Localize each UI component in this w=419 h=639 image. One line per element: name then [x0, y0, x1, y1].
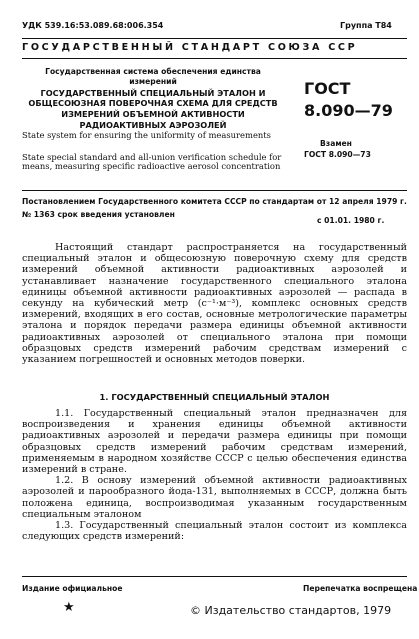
gost-number: 8.090—79 — [304, 101, 393, 120]
english-title-1: State system for ensuring the uniformity of measurements — [22, 130, 271, 140]
title-rule — [22, 58, 407, 59]
paragraph-1-2: 1.2. В основу измерений объемной активности радиоактивных аэрозолей и парообразного йода-131, выполняемых в СССР, должна быть положена единица, воспроизводимая указанным государственным специальным эталоном — [22, 475, 407, 520]
section-body — [22, 408, 407, 542]
system-title: Государственная система обеспечения единства измерений — [45, 67, 261, 87]
paragraph-1-3: 1.3. Государственный специальный эталон состоит из комплекса следующих средств измерений: — [22, 520, 407, 543]
official-edition: Издание официальное — [22, 584, 123, 593]
replaced-label: Взамен — [320, 139, 352, 148]
copyright: © Издательство стандартов, 1979 — [190, 604, 392, 617]
star-icon: ★ — [63, 600, 75, 615]
group-code: Группа Т84 — [340, 21, 392, 30]
paragraph-1-1: 1.1. Государственный специальный эталон предназначен для воспроизведения и хранения единицы объемной активности радиоактивных аэрозолей и передачи размера единицы при помощи образцовых средств измерений рабочим средствам измерений, применяемым в народном хозяйстве СССР с целью обеспечения единства измерений в стране. — [22, 408, 407, 476]
standard-title: ГОСУДАРСТВЕННЫЙ СТАНДАРТ СОЮЗА ССР — [22, 42, 358, 53]
reprint-prohibited: Перепечатка воспрещена — [303, 584, 418, 593]
udk-code: УДК 539.16:53.089.68:006.354 — [22, 21, 164, 30]
gost-label: ГОСТ — [304, 79, 351, 98]
standard-titles — [22, 67, 284, 131]
section-heading: 1. ГОСУДАРСТВЕННЫЙ СПЕЦИАЛЬНЫЙ ЭТАЛОН — [99, 392, 330, 402]
decree-rule — [22, 190, 407, 191]
decree-text: Постановлением Государственного комитета СССР по стандартам от 12 апреля 1979 г. № 1363 срок введения установлен — [22, 197, 407, 219]
intro-text: Настоящий стандарт распространяется на государственный специальный эталон и общесоюзную поверочную схему для средств измерений объемной активности радиоактивных аэрозолей и устанавливает назначение государственного специального эталона единицы объемной активности радиоактивных аэрозолей — распада в секунду на кубический метр (с⁻¹·м⁻³), комплекс основных средств измерений, входящих в его состав, основные метрологические параметры эталона и порядок передачи размера единицы объемной активности радиоактивных аэрозолей от специального эталона при помощи образцовых средств измерений рабочим средствам измерений с указанием погрешностей и основных методов поверки. — [22, 242, 407, 366]
main-title: ГОСУДАРСТВЕННЫЙ СПЕЦИАЛЬНЫЙ ЭТАЛОН И ОБЩЕСОЮЗНАЯ ПОВЕРОЧНАЯ СХЕМА ДЛЯ СРЕДСТВ ИЗМЕРЕНИЙ ОБЪЕМНОЙ АКТИВНОСТИ РАДИОАКТИВНЫХ АЭРОЗОЛЕЙ — [28, 87, 278, 130]
effective-date: с 01.01. 1980 г. — [317, 216, 385, 225]
replaced-gost: ГОСТ 8.090—73 — [304, 149, 371, 159]
gost-designation — [304, 78, 393, 122]
intro-paragraph — [22, 242, 407, 365]
top-rule — [22, 38, 407, 39]
english-title-2: State special standard and all-union verification schedule for means, measuring specific radioactive aerosol concentration — [22, 152, 282, 172]
footer-rule — [22, 576, 407, 577]
replaced-standard — [304, 139, 371, 160]
